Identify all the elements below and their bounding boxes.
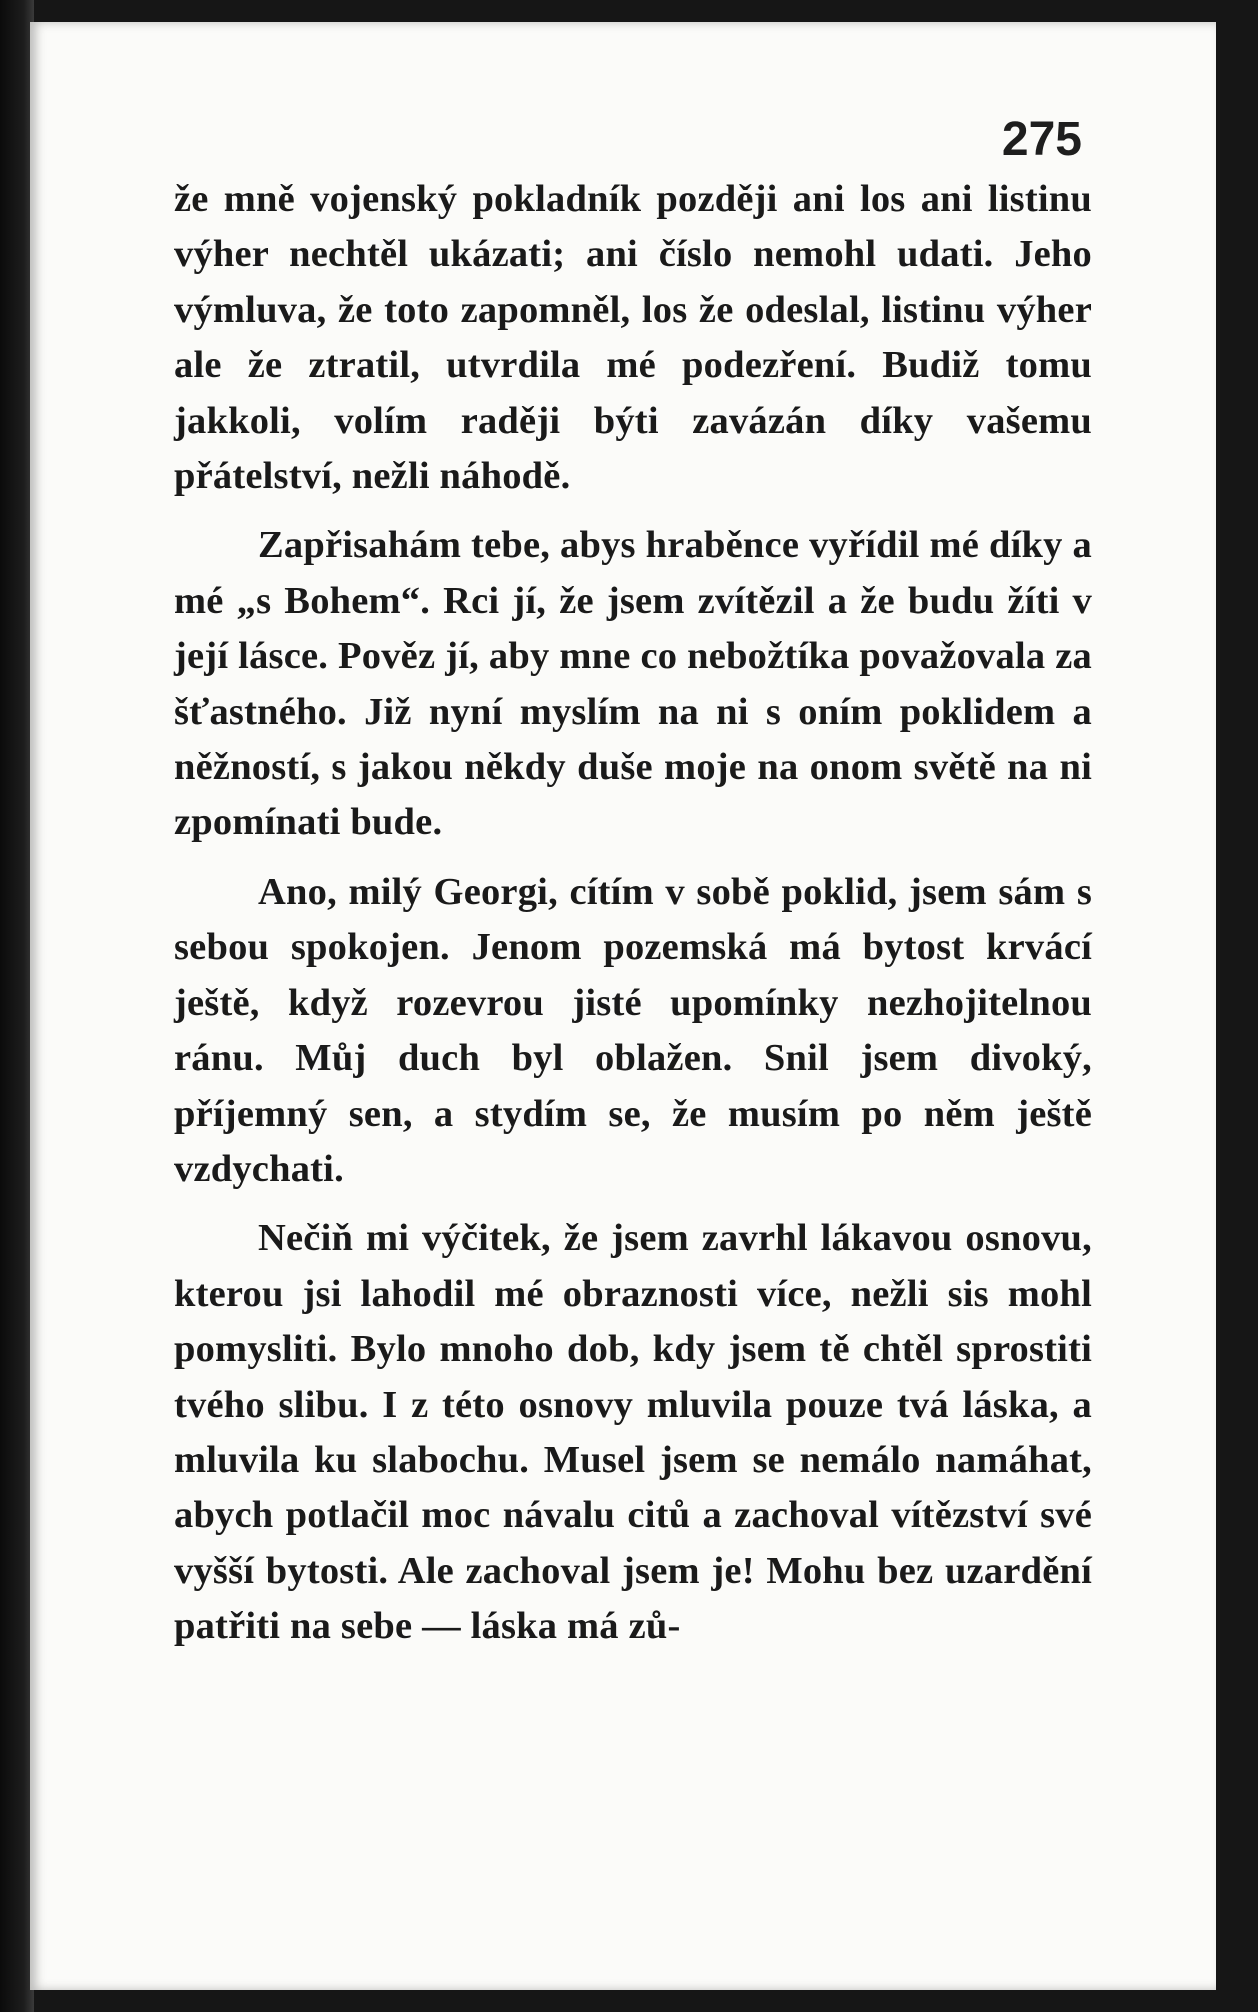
book-page bbox=[30, 22, 1216, 1990]
paragraph-2: Zapřisahám tebe, abys hraběnce vyřídil mé díky a mé „s Bohem“. Rci jí, že jsem zvítězil a že budu žíti v její lásce. Pověz jí, aby mne co nebožtíka považovala za šťastného. Již nyní myslím na ni s oním poklidem a něžností, s jakou někdy duše moje na onom světě na ni zpomínati bude. bbox=[174, 524, 1092, 844]
body-text bbox=[174, 172, 1092, 1669]
paragraph-1: že mně vojenský pokladník později ani los ani listinu výher nechtěl ukázati; ani číslo nemohl udati. Jeho výmluva, že toto zapomněl, los že odeslal, listinu výher ale že ztratil, utvrdila mé podezření. Budiž tomu jakkoli, volím raději býti zavázán díky vašemu přátelství, nežli náhodě. bbox=[174, 178, 1092, 498]
scan-border bbox=[0, 0, 34, 2012]
page-number: 275 bbox=[1001, 113, 1082, 166]
paragraph-4: Nečiň mi výčitek, že jsem zavrhl lákavou osnovu, kterou jsi lahodil mé obraznosti více, nežli sis mohl pomysliti. Bylo mnoho dob, kdy jsem tě chtěl sprostiti tvého slibu. I z této osnovy mluvila pouze tvá láska, a mluvila ku slabochu. Musel jsem se nemálo namáhat, abych potlačil moc návalu citů a zachoval vítězství své vyšší bytosti. Ale zachoval jsem je! Mohu bez uzardění patřiti na sebe — láska má zů- bbox=[174, 1217, 1092, 1648]
paragraph-3: Ano, milý Georgi, cítím v sobě poklid, jsem sám s sebou spokojen. Jenom pozemská má bytost krvácí ještě, když rozevrou jisté upomínky nezhojitelnou ránu. Můj duch byl oblažen. Snil jsem divoký, příjemný sen, a stydím se, že musím po něm ještě vzdychati. bbox=[174, 870, 1092, 1190]
